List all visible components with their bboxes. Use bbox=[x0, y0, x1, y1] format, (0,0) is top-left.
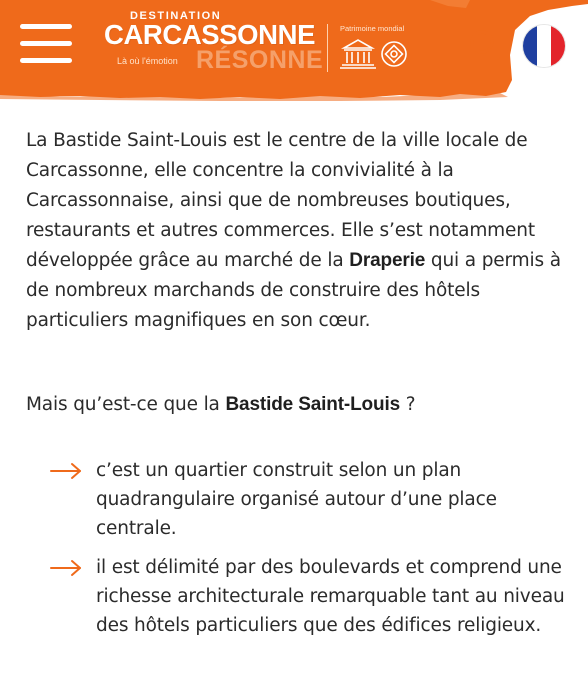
logo-carcassonne-text: CARCASSONNE bbox=[104, 19, 316, 50]
unesco-badge bbox=[338, 20, 414, 76]
logo-destination-text: DESTINATION bbox=[130, 10, 222, 22]
intro-paragraph: La Bastide Saint-Louis est le centre de la ville locale de Carcassonne, elle concentre la convivialité à la Carcassonnaise, ainsi que de nombreuses boutiques, restaurants et autres commerces. Elle s’est notamment développée grâce au marché de la Draperie qui a permis à de nombreux marchands de construire des hôtels particuliers magnifiques en son cœur. bbox=[26, 130, 561, 331]
list-item-text: il est délimité par des boulevards et comprend une richesse architecturale remarquable tant au niveau des hôtels particuliers que des édifices religieux. bbox=[96, 557, 565, 636]
article-content bbox=[26, 126, 572, 636]
logo-divider bbox=[327, 24, 328, 72]
question-paragraph: Mais qu’est-ce que la Bastide Saint-Louis ? bbox=[26, 394, 416, 415]
menu-button[interactable] bbox=[20, 22, 72, 66]
hamburger-menu-icon bbox=[20, 24, 72, 29]
site-logo[interactable] bbox=[104, 6, 324, 78]
arrow-right-icon bbox=[50, 553, 84, 582]
draperie-term: Draperie bbox=[349, 250, 426, 271]
arrow-right-icon bbox=[50, 456, 84, 485]
list-item-text: c’est un quartier construit selon un plan quadrangulaire organisé autour d’une place centrale. bbox=[96, 460, 497, 539]
logo-tagline: Là où l'émotion bbox=[117, 56, 178, 66]
unesco-emblem-icon bbox=[338, 36, 414, 72]
search-icon[interactable] bbox=[468, 28, 502, 62]
french-flag-icon[interactable] bbox=[523, 25, 565, 67]
unesco-label: Patrimoine mondial bbox=[340, 24, 405, 33]
bastide-term: Bastide Saint-Louis bbox=[225, 394, 400, 415]
list-item bbox=[50, 553, 570, 640]
logo-resonne-text: RÉSONNE bbox=[196, 46, 324, 74]
site-header bbox=[0, 0, 588, 105]
list-item bbox=[50, 456, 570, 543]
bullet-list bbox=[50, 456, 570, 650]
